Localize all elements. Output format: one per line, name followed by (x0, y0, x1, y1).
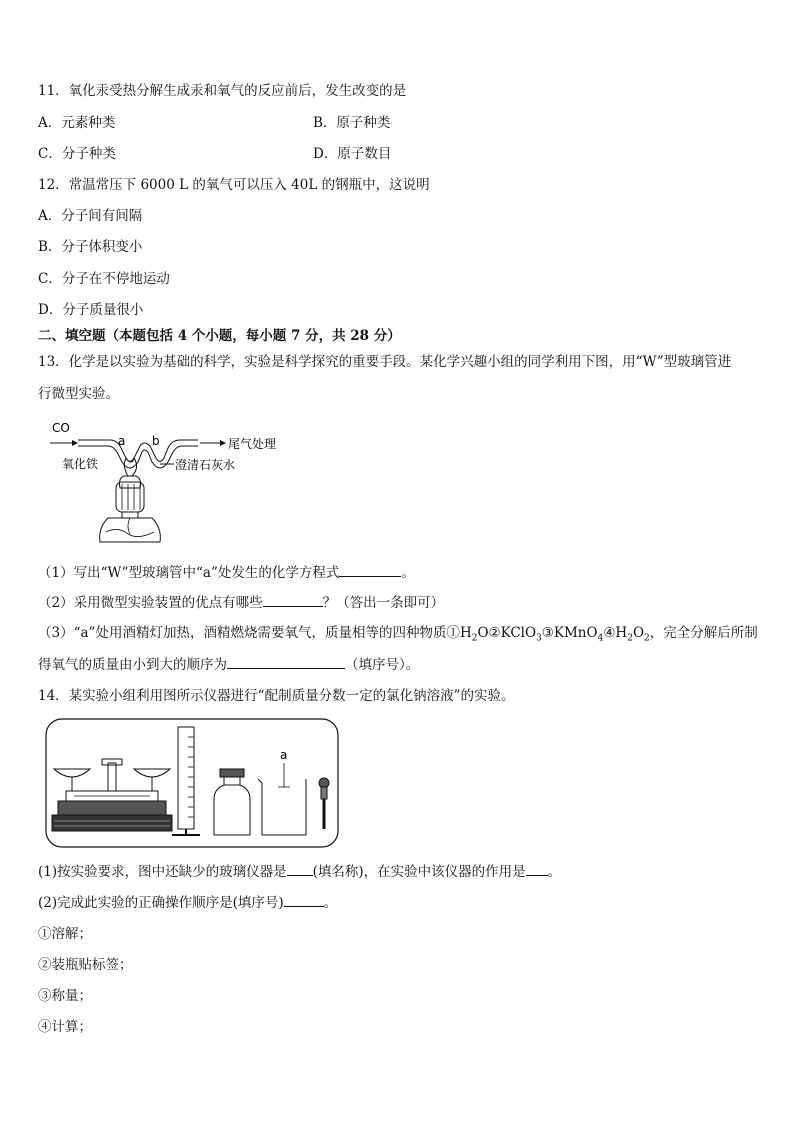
q14-step-1: ①溶解； (38, 926, 92, 942)
q13-sub3-line2 (38, 655, 419, 674)
q11-option-b: B．原子种类 (313, 115, 391, 131)
q12-option-a: A．分子间有间隔 (38, 208, 143, 224)
q14-sub2-pre: (2)完成此实验的正确操作顺序是(填序号) (38, 895, 284, 911)
beaker-icon (258, 748, 306, 835)
subscript: 2 (627, 633, 633, 644)
q14-sub1-mid: (填名称)，在实验中该仪器的作用是 (312, 864, 526, 880)
q13-sub2-text: （2）采用微型实验装置的优点有哪些 (38, 595, 263, 611)
balance-icon (52, 759, 172, 831)
q12-option-d: D．分子质量很小 (38, 302, 144, 318)
q14-stem: 14．某实验小组利用图所示仪器进行“配制质量分数一定的氯化钠溶液”的实验。 (38, 688, 515, 704)
q14-sub1-blank2[interactable] (526, 862, 548, 876)
subscript: 2 (471, 633, 478, 644)
formula-part: ④H (603, 625, 628, 641)
q13-sub1-after: 。 (401, 565, 415, 581)
q14-sub1 (38, 862, 561, 881)
label-a: a (118, 434, 126, 448)
q13-sub2 (38, 593, 444, 612)
q13-stem-line1: 13．化学是以实验为基础的科学，实验是科学探究的重要手段。某化学兴趣小组的同学利用下图，用“W”型玻璃管进 (38, 354, 732, 370)
q14-sub1-post: 。 (547, 864, 562, 880)
q11-option-a: A．元素种类 (38, 115, 116, 131)
beaker-label-a: a (280, 748, 288, 762)
q12-option-c: C．分子在不停地运动 (38, 271, 170, 287)
section-heading: 二、填空题（本题包括 4 个小题，每小题 7 分，共 28 分） (38, 328, 401, 344)
q12-stem: 12．常温常压下 6000 L 的氧气可以压入 40L 的钢瓶中，这说明 (38, 177, 430, 193)
q13-sub3-line1 (38, 624, 758, 648)
formula-part: O (632, 625, 645, 641)
tail-gas-label: 尾气处理 (228, 437, 277, 451)
subscript: 3 (536, 633, 542, 644)
subscript: 2 (644, 633, 650, 644)
co-label: CO (52, 421, 70, 435)
q14-sub2 (38, 893, 337, 912)
q14-sub1-blank1[interactable] (287, 862, 313, 876)
reagent-bottle-icon (214, 769, 250, 835)
formula-part: O②KClO (477, 625, 537, 641)
formula-part: ③KMnO (541, 625, 598, 641)
q13-sub3-blank[interactable] (227, 655, 345, 669)
q11-option-d: D．原子数目 (313, 146, 392, 162)
q13-sub3-line2-text: 得氧气的质量由小到大的顺序为 (38, 657, 227, 673)
q14-sub2-blank[interactable] (284, 893, 324, 907)
q14-step-4: ④计算； (38, 1019, 92, 1035)
lab-equipment-figure (44, 717, 340, 849)
q13-sub2-after: ？（答出一条即可） (322, 595, 445, 611)
limewater-label: 澄清石灰水 (175, 458, 236, 472)
q12-option-b: B．分子体积变小 (38, 239, 143, 255)
q14-sub1-pre: (1)按实验要求，图中还缺少的玻璃仪器是 (38, 864, 287, 880)
q13-sub3-pre: （3）“a”处用酒精灯加热，酒精燃烧需要氧气，质量相等的四种物质①H (38, 625, 472, 641)
q13-sub1-text: （1）写出“W”型玻璃管中“a”处发生的化学方程式 (38, 565, 340, 581)
subscript: 4 (597, 633, 604, 644)
q13-stem-line2: 行微型实验。 (38, 386, 119, 402)
q13-sub3-post: ，完全分解后所制 (649, 625, 758, 641)
q14-step-3: ③称量； (38, 988, 92, 1004)
q14-sub2-post: 。 (323, 895, 338, 911)
q14-step-2: ②装瓶贴标签； (38, 957, 133, 973)
graduated-cylinder-icon (172, 727, 200, 835)
label-b: b (152, 434, 160, 448)
q13-sub1 (38, 563, 415, 582)
q11-stem: 11．氧化汞受热分解生成汞和氧气的反应前后，发生改变的是 (38, 83, 407, 99)
dropper-icon (319, 778, 329, 829)
iron-oxide-label: 氧化铁 (62, 457, 99, 471)
q13-sub1-blank[interactable] (339, 563, 401, 577)
q11-option-c: C．分子种类 (38, 146, 116, 162)
w-tube-apparatus-figure (48, 418, 308, 550)
q13-sub2-blank[interactable] (263, 593, 323, 607)
q13-sub3-line2-after: （填序号）。 (345, 657, 420, 673)
